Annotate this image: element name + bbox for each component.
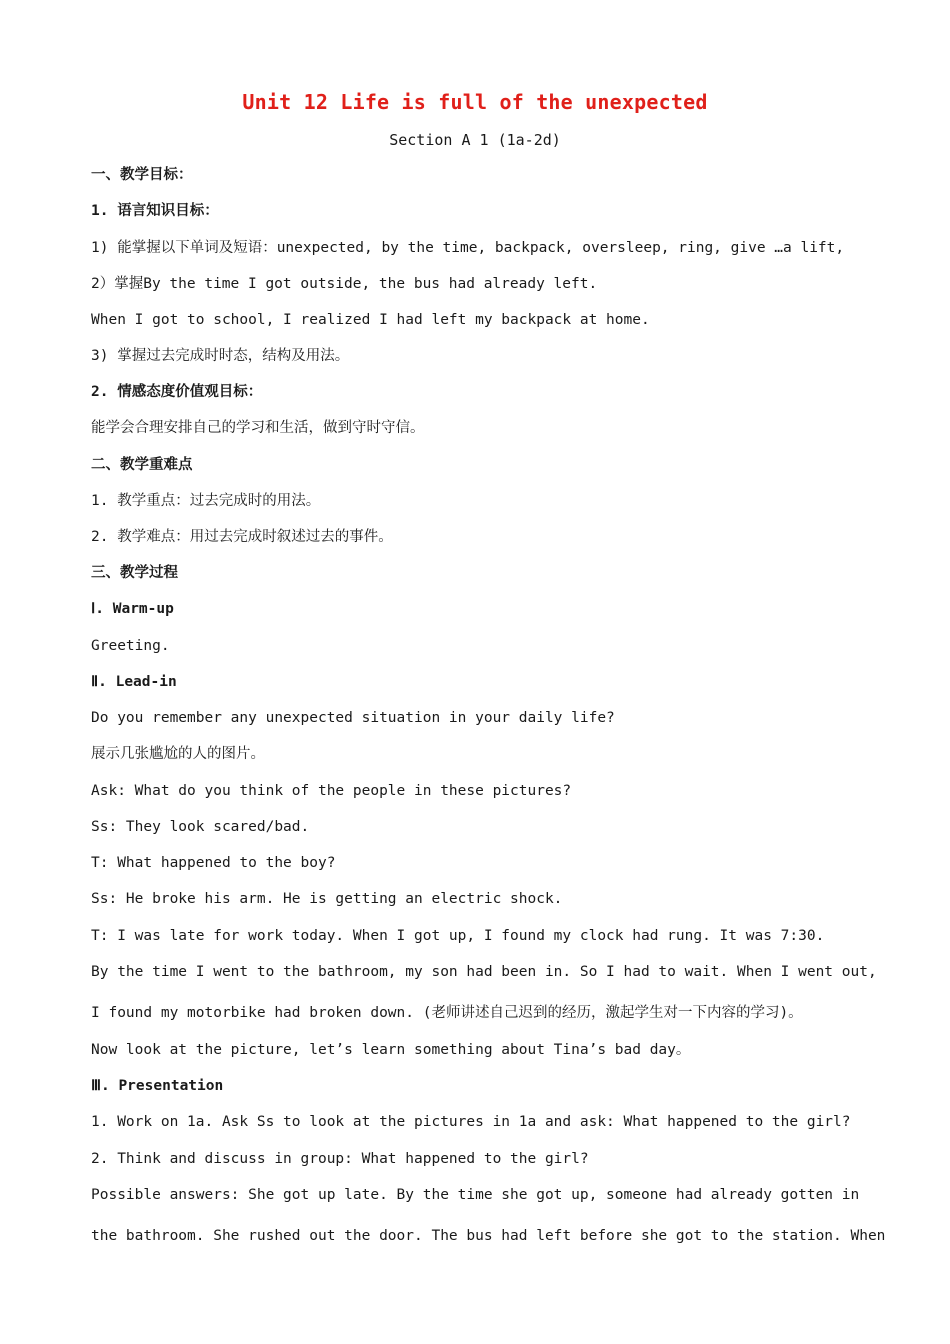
paragraph-line: Now look at the picture, let’s learn something about Tina’s bad day。 [91,1042,691,1058]
heading-objectives: 一、教学目标： [91,166,193,183]
paragraph-line: When I got to school, I realized I had left my backpack at home. [91,312,650,328]
paragraph-line: 1. 教学重点：过去完成时的用法。 [91,493,321,509]
paragraph-line: Ss: They look scared/bad. [91,819,310,835]
paragraph-line: 1. Work on 1a. Ask Ss to look at the pictures in 1a and ask: What happened to the girl? [91,1114,851,1130]
paragraph-line: 2. Think and discuss in group: What happened to the girl? [91,1151,589,1167]
heading-process: 三、教学过程 [91,565,178,581]
paragraph-line: 3) 掌握过去完成时时态，结构及用法。 [91,348,350,364]
paragraph-line: I found my motorbike had broken down. (老师讲述自己迟到的经历，激起学生对一下内容的学习)。 [91,1005,803,1021]
paragraph-line: Greeting. [91,638,170,654]
paragraph-line: 2）掌握By the time I got outside, the bus had already left. [91,276,598,292]
document-subtitle: Section A 1 (1a-2d) [389,131,561,149]
heading-key-points: 二、教学重难点 [91,457,193,473]
document-title: Unit 12 Life is full of the unexpected [242,90,708,114]
paragraph-line: 能学会合理安排自己的学习和生活，做到守时守信。 [91,420,425,436]
paragraph-line: the bathroom. She rushed out the door. The bus had left before she got to the station. When [91,1228,886,1244]
paragraph-line: T: I was late for work today. When I got up, I found my clock had rung. It was 7:30. [91,928,825,944]
section-presentation: Ⅲ. Presentation [91,1078,224,1094]
paragraph-line: Possible answers: She got up late. By the time she got up, someone had already gotten in [91,1187,860,1203]
paragraph-line: Do you remember any unexpected situation in your daily life? [91,710,615,726]
paragraph-line: By the time I went to the bathroom, my son had been in. So I had to wait. When I went out, [91,964,877,980]
section-warm-up: Ⅰ. Warm-up [91,601,174,617]
paragraph-line: Ss: He broke his arm. He is getting an electric shock. [91,891,563,907]
paragraph-line: 2. 教学难点：用过去完成时叙述过去的事件。 [91,529,393,545]
subheading-language-goals: 1. 语言知识目标： [91,203,219,219]
paragraph-line: 1) 能掌握以下单词及短语：unexpected, by the time, backpack, oversleep, ring, give …a lift, [91,240,845,256]
subheading-values-goals: 2. 情感态度价值观目标： [91,384,263,400]
paragraph-line: 展示几张尴尬的人的图片。 [91,746,265,762]
section-lead-in: Ⅱ. Lead-in [91,674,177,690]
paragraph-line: Ask: What do you think of the people in these pictures? [91,783,572,799]
paragraph-line: T: What happened to the boy? [91,855,336,871]
